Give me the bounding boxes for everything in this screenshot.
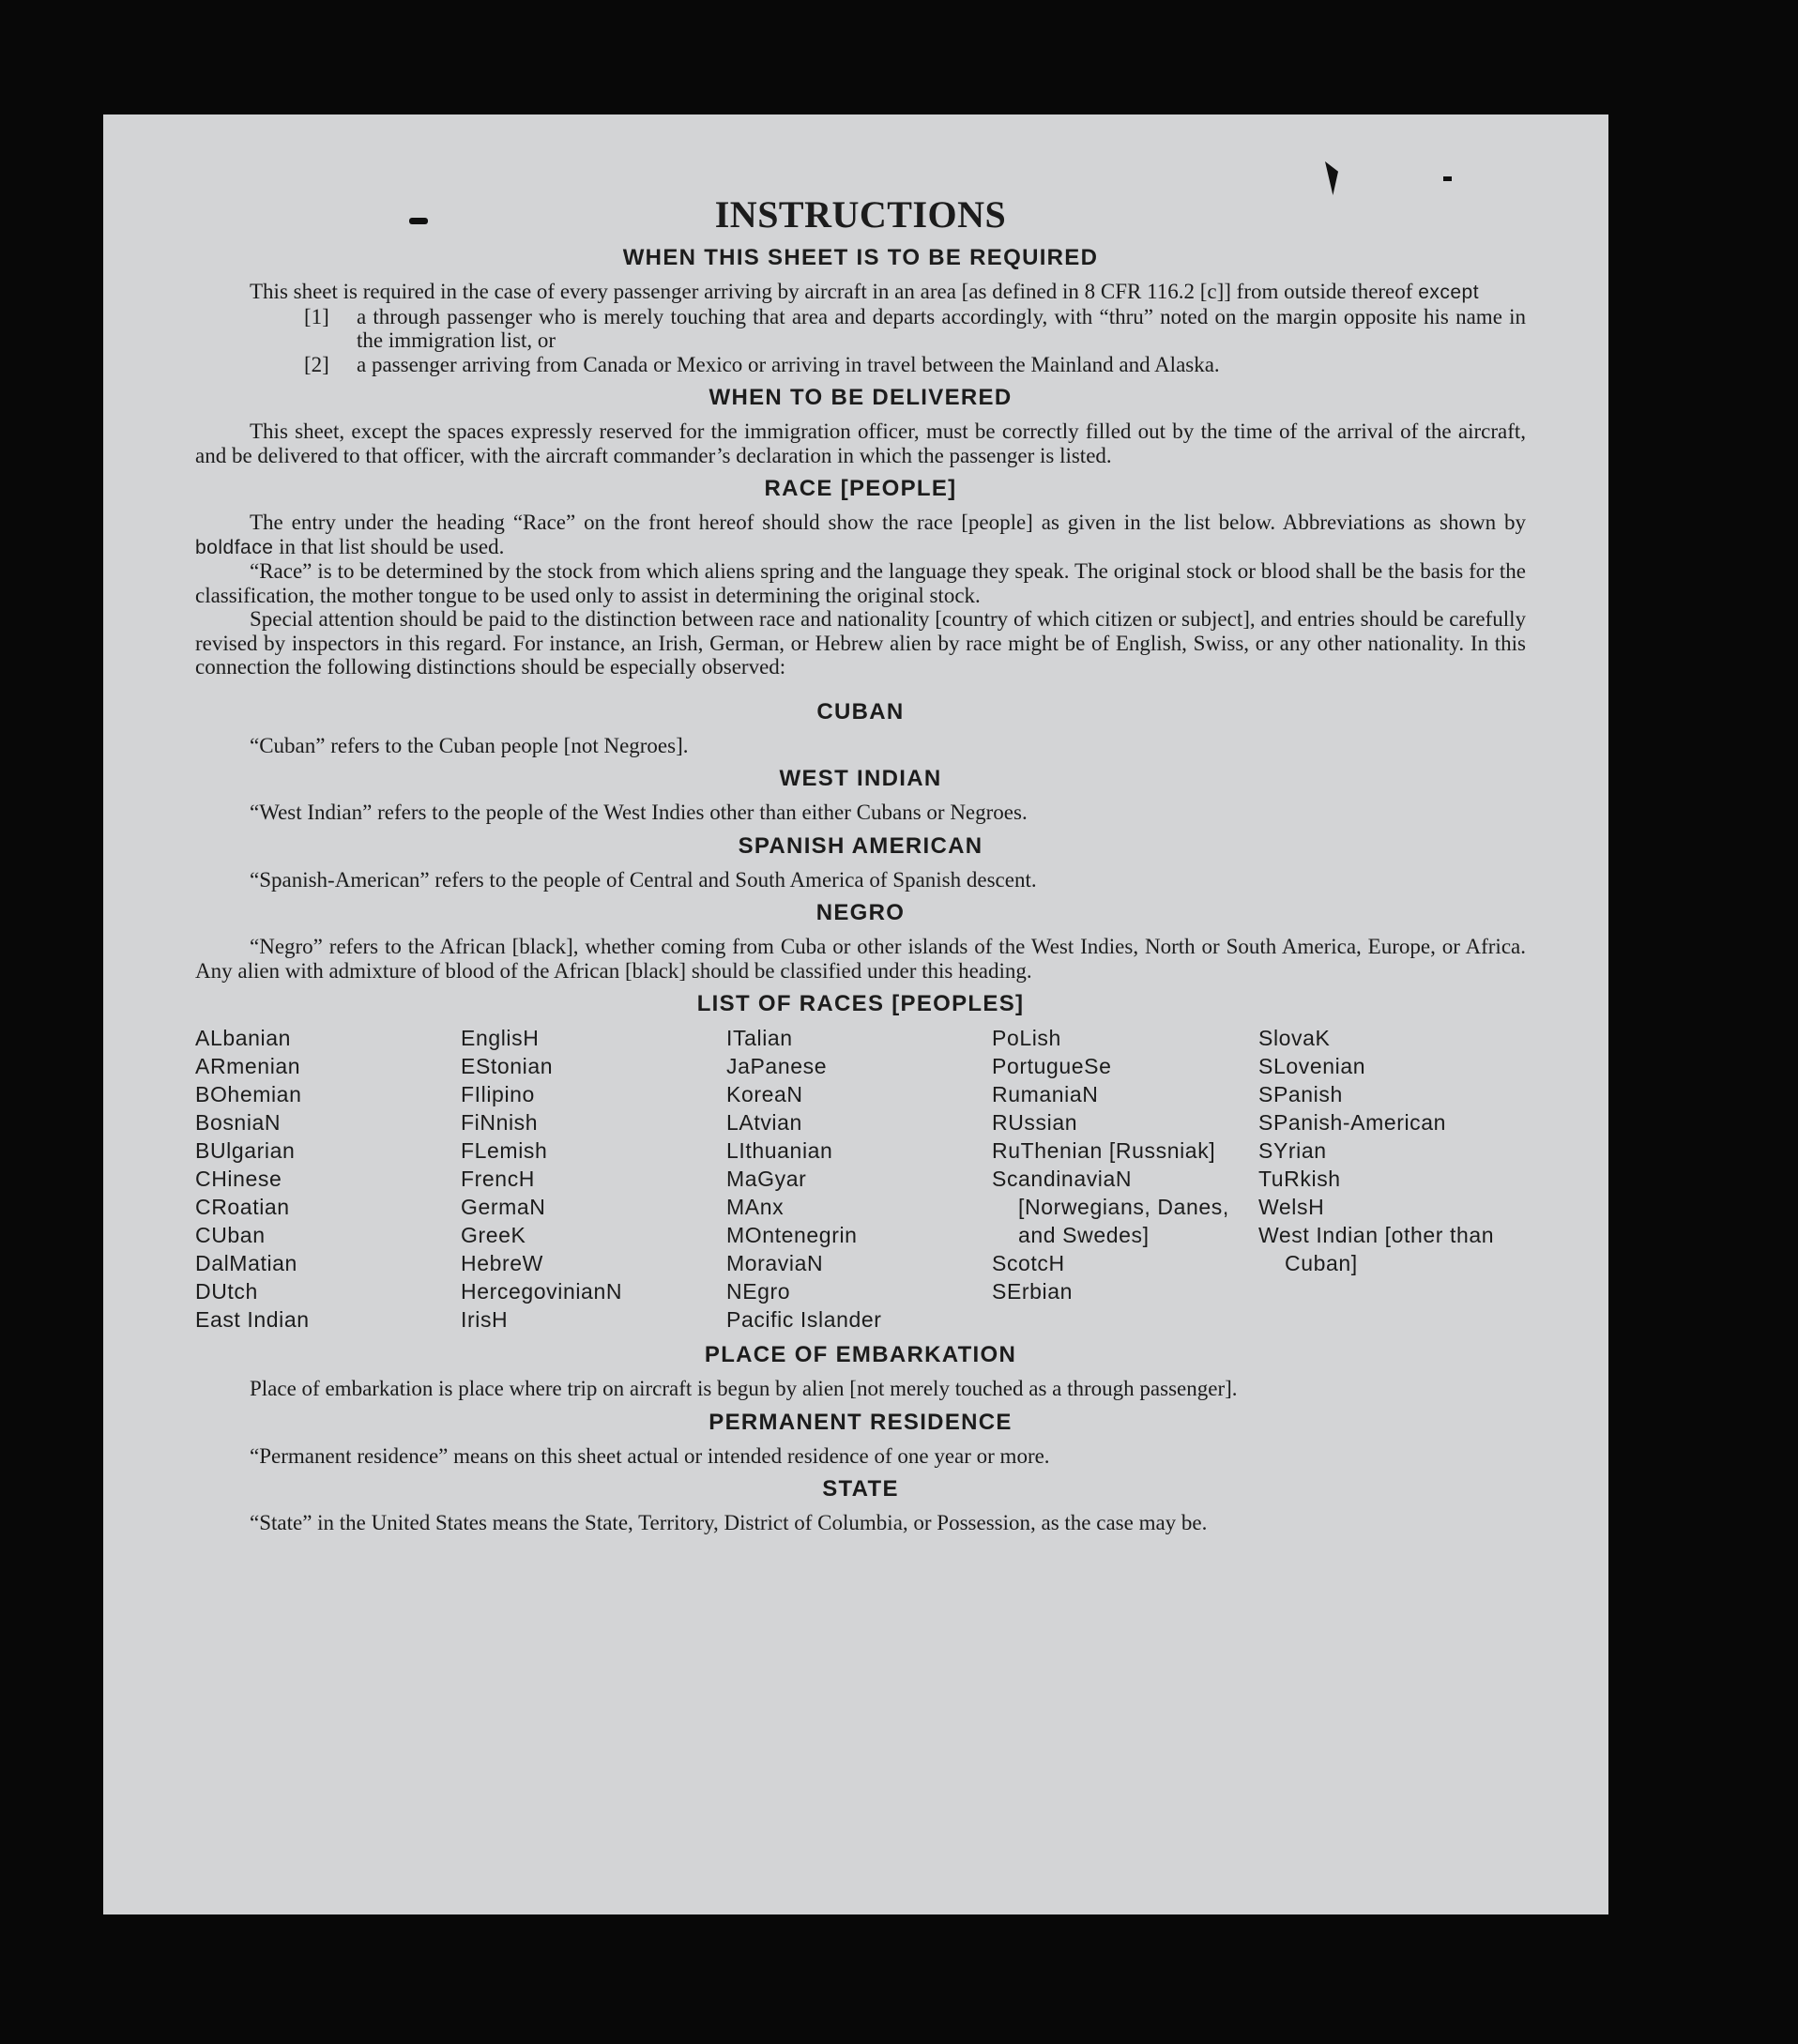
race-item: SPanish: [1258, 1082, 1343, 1106]
race-item: JaPanese: [726, 1054, 828, 1078]
race-item: CHinese: [195, 1167, 282, 1191]
section-heading-race: RACE [PEOPLE]: [764, 476, 957, 501]
section-heading-required: WHEN THIS SHEET IS TO BE REQUIRED: [622, 245, 1099, 270]
section-heading-list-of-races: LIST OF RACES [PEOPLES]: [696, 991, 1025, 1016]
race-item: GermaN: [461, 1195, 546, 1219]
section-heading-residence: PERMANENT RESIDENCE: [709, 1409, 1013, 1435]
race-item: ScotcH: [992, 1251, 1065, 1275]
except-word: except: [1418, 282, 1480, 303]
race-paragraph-2: “Race” is to be determined by the stock from which aliens spring and the language they speak. The original stock or blood shall be the basis for the classification, the mother tongue to be used only to assist in determining the original stock.: [195, 559, 1526, 607]
race-item: SlovaK: [1258, 1026, 1331, 1050]
races-column: [1258, 1024, 1524, 1334]
race-item: FiNnish: [461, 1110, 539, 1135]
race-item: MOntenegrin: [726, 1223, 858, 1247]
race-item: BosniaN: [195, 1110, 282, 1135]
race-paragraph-3: Special attention should be paid to the distinction between race and nationality [country of which citizen or subject], and entries should be carefully revised by inspectors in this regard. For instance, an Irish, German, or Hebrew alien by race might be of English, Swiss, or any other nationality. In this connection the following distinctions should be especially observed:: [195, 607, 1526, 679]
item-number: [2]: [304, 352, 329, 376]
race-item: SYrian: [1258, 1138, 1327, 1163]
race-item: GreeK: [461, 1223, 526, 1247]
race-item: FrencH: [461, 1167, 536, 1191]
race-item: CUban: [195, 1223, 266, 1247]
item-text: a passenger arriving from Canada or Mexico or arriving in travel between the Mainland and Alaska.: [357, 352, 1220, 376]
race-item: SErbian: [992, 1279, 1074, 1304]
list-item: [195, 353, 1526, 377]
race-item: SPanish-American: [1258, 1110, 1447, 1135]
race-item: PoLish: [992, 1026, 1061, 1050]
section-heading-spanish-american: SPANISH AMERICAN: [738, 832, 983, 859]
race-item: Pacific Islander: [726, 1307, 882, 1332]
race-item: HercegovinianN: [461, 1279, 623, 1304]
race-item: HebreW: [461, 1251, 543, 1275]
race-item: EnglisH: [461, 1026, 540, 1050]
races-list: [195, 1024, 1526, 1334]
item-number: [1]: [304, 304, 329, 328]
race-item: RUssian: [992, 1110, 1078, 1135]
race-item: RuThenian [Russniak]: [992, 1138, 1216, 1163]
ink-speck: [1443, 176, 1452, 181]
boldface-word: boldface: [195, 536, 274, 558]
race-item: RumaniaN: [992, 1082, 1099, 1106]
race-item: ITalian: [726, 1026, 793, 1050]
item-text: a through passenger who is merely touching that area and departs accordingly, with “thru” noted on the margin opposite his name in the immigration list, or: [357, 304, 1526, 352]
race-item: WelsH: [1258, 1195, 1325, 1219]
race-item: KoreaN: [726, 1082, 803, 1106]
race-item: TuRkish: [1258, 1167, 1341, 1191]
west-indian-text: “West Indian” refers to the people of the West Indies other than either Cubans or Negroes.: [250, 801, 1028, 824]
cuban-text: “Cuban” refers to the Cuban people [not Negroes].: [250, 733, 689, 757]
race-item: MoraviaN: [726, 1251, 824, 1275]
race-item: LIthuanian: [726, 1138, 833, 1163]
race-item: FIlipino: [461, 1082, 535, 1106]
races-column: [992, 1024, 1258, 1334]
ink-speck: [409, 218, 428, 224]
race-item: NEgro: [726, 1279, 791, 1304]
required-intro: This sheet is required in the case of every passenger arriving by aircraft in an area [as defined in 8 CFR 116.2 [c]] from outside thereof except: [250, 280, 1480, 303]
section-heading-cuban: CUBAN: [816, 698, 905, 725]
races-column: [195, 1024, 461, 1334]
race-item: PortugueSe: [992, 1054, 1112, 1078]
embarkation-text: Place of embarkation is place where trip on aircraft is begun by alien [not merely touched as a through passenger].: [250, 1377, 1238, 1400]
page-title: INSTRUCTIONS: [714, 193, 1007, 236]
section-heading-negro: NEGRO: [815, 900, 906, 925]
delivered-text: This sheet, except the spaces expressly reserved for the immigration officer, must be correctly filled out by the time of the arrival of the aircraft, and be delivered to that officer, with the aircraft commander’s declaration in which the passenger is listed.: [195, 419, 1526, 467]
race-item: IrisH: [461, 1307, 509, 1332]
race-item: West Indian [other than Cuban]: [1258, 1223, 1495, 1275]
section-heading-state: STATE: [822, 1476, 899, 1502]
residence-text: “Permanent residence” means on this sheet actual or intended residence of one year or more.: [250, 1443, 1050, 1468]
section-heading-west-indian: WEST INDIAN: [779, 766, 942, 791]
race-item: CRoatian: [195, 1195, 290, 1219]
race-item: ARmenian: [195, 1054, 301, 1078]
race-item: FLemish: [461, 1138, 548, 1163]
race-item: MaGyar: [726, 1167, 807, 1191]
ink-speck: [1325, 161, 1338, 195]
race-item: ALbanian: [195, 1026, 291, 1050]
races-column: [461, 1024, 726, 1334]
race-item: DalMatian: [195, 1251, 297, 1275]
race-item: BUlgarian: [195, 1138, 296, 1163]
document-page: [103, 114, 1608, 1914]
race-paragraph-1: The entry under the heading “Race” on the front hereof should show the race [people] as given in the list below. Abbreviations as shown by boldface in that list should be used.: [195, 511, 1526, 558]
spanish-american-text: “Spanish-American” refers to the people of Central and South America of Spanish descent.: [250, 867, 1037, 892]
race-item: LAtvian: [726, 1110, 802, 1135]
race-item: BOhemian: [195, 1082, 302, 1106]
state-text: “State” in the United States means the State, Territory, District of Columbia, or Possession, as the case may be.: [250, 1511, 1208, 1534]
race-item: EStonian: [461, 1054, 554, 1078]
negro-text: “Negro” refers to the African [black], whether coming from Cuba or other islands of the West Indies, North or South America, Europe, or Africa. Any alien with admixture of blood of the African [black] should be classified under this heading.: [195, 935, 1526, 983]
section-heading-delivered: WHEN TO BE DELIVERED: [709, 385, 1013, 410]
race-item: ScandinaviaN [Norwegians, Danes, and Swedes]: [992, 1167, 1229, 1247]
section-heading-embarkation: PLACE OF EMBARKATION: [704, 1342, 1017, 1367]
race-item: East Indian: [195, 1307, 310, 1332]
race-item: MAnx: [726, 1195, 785, 1219]
race-item: DUtch: [195, 1279, 258, 1304]
races-column: [726, 1024, 992, 1334]
list-item: [195, 305, 1526, 353]
race-item: SLovenian: [1258, 1054, 1366, 1078]
